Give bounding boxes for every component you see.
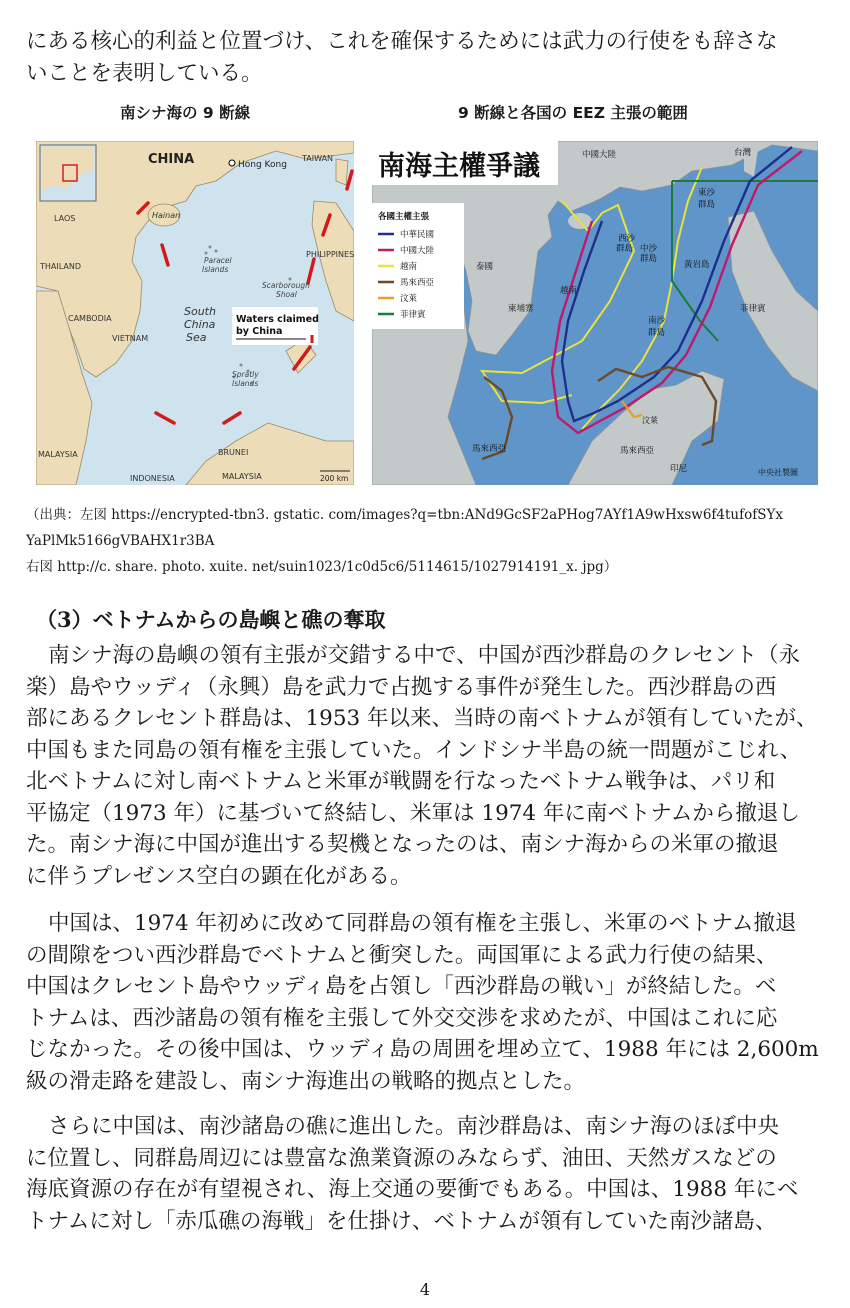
text-line: 海底資源の存在が有望視され、海上交通の要衝でもある。中国は、1988 年にベ <box>26 1177 799 1202</box>
map-scale: 200 km <box>320 474 349 483</box>
right-label-nansha2: 群島 <box>648 328 666 338</box>
right-label-malaysia-left: 馬來西亞 <box>472 444 507 454</box>
right-map-title: 南海主權爭議 <box>378 151 540 182</box>
paragraph-3 <box>26 1111 826 1237</box>
source-line: 右図 http://c. share. photo. xuite. net/suin1023/1c0d5c6/5114615/1027914191_x. jpg） <box>26 559 618 575</box>
text-line: の間隙をつい西沙群島でベトナムと衝突した。両国軍による武力行使の結果、 <box>26 942 778 968</box>
right-label-credit: 中央社製圖 <box>758 468 798 477</box>
right-label-vietnam: 越南 <box>560 286 578 296</box>
map-label-vietnam: VIETNAM <box>112 334 149 343</box>
text-line: 楽）島やウッディ（永興）島を武力で占拠する事件が発生した。西沙群島の西 <box>26 674 777 700</box>
map-label-philippines: PHILIPPINES <box>306 250 354 259</box>
map-label-brunei: BRUNEI <box>218 448 249 457</box>
text-line: に伴うプレゼンス空白の顕在化がある。 <box>26 863 412 889</box>
right-label-zhongsha: 中沙 <box>640 244 658 254</box>
right-label-xisha2: 群島 <box>616 244 634 254</box>
map-label-waters2: by China <box>236 326 283 337</box>
legend-title: 各國主權主張 <box>378 212 430 222</box>
text-line: 級の滑走路を建設し、南シナ海進出の戦略的拠点とした。 <box>26 1068 586 1094</box>
text-line: に位置し、同群島周辺には豊富な漁業資源のみならず、油田、天然ガスなどの <box>26 1145 777 1171</box>
left-map-caption: 南シナ海の 9 断線 <box>120 104 251 122</box>
source-citation <box>26 502 826 580</box>
map-label-laos: LAOS <box>54 214 76 223</box>
legend-label: 越南 <box>400 262 418 272</box>
legend-label: 馬來西亞 <box>400 278 435 288</box>
map-label-taiwan: TAIWAN <box>302 154 334 163</box>
map-label-scarborough: Scarborough <box>262 281 310 290</box>
text-line: 部にあるクレセント群島は、1953 年以来、当時の南ベトナムが領有していたが、 <box>26 706 818 731</box>
text-line: 中国もまた同島の領有権を主張していた。インドシナ半島の統一問題がこじれ、 <box>26 737 802 763</box>
right-label-zhongsha2: 群島 <box>640 254 658 264</box>
text-line: いことを表明している。 <box>26 60 263 86</box>
map-label-sea: Sea <box>186 331 207 344</box>
map-label-hainan: Hainan <box>152 211 181 220</box>
right-label-dongsha2: 群島 <box>698 200 716 210</box>
map-label-cambodia: CAMBODIA <box>68 314 112 323</box>
eez-claims-map <box>372 141 818 485</box>
map-label-spratly: Spratly <box>232 370 259 379</box>
right-label-philippines: 菲律賓 <box>740 304 766 314</box>
text-line: さらに中国は、南沙諸島の礁に進出した。南沙群島は、南シナ海のほぼ中央 <box>48 1114 780 1139</box>
paragraph-2 <box>26 908 826 1097</box>
right-label-malaysia-right: 馬來西亞 <box>620 446 655 456</box>
right-label-taiwan: 台灣 <box>734 148 752 158</box>
map-label-china-sea: China <box>184 318 216 331</box>
intro-paragraph <box>26 26 826 89</box>
paragraph-1 <box>26 640 826 892</box>
legend-label: 中國大陸 <box>400 246 435 256</box>
text-line: にある核心的利益と位置づけ、これを確保するためには武力の行使をも辞さな <box>26 29 778 54</box>
map-label-paracel2: Islands <box>202 265 229 274</box>
text-line: じなかった。その後中国は、ウッディ島の周囲を埋め立て、1988 年には 2,600m <box>26 1037 819 1062</box>
text-line: 平協定（1973 年）に基づいて終結し、米軍は 1974 年に南ベトナムから撤退し <box>26 800 800 826</box>
map-label-paracel: Paracel <box>204 256 232 265</box>
section-heading: （3）ベトナムからの島嶼と礁の奪取 <box>36 607 386 632</box>
text-line: 中国はクレセント島やウッディ島を占領し「西沙群島の戦い」が終結した。ベ <box>26 974 777 999</box>
right-label-cambodia: 柬埔寨 <box>508 304 534 314</box>
right-label-huangyan: 黃岩島 <box>684 260 710 270</box>
map-label-south: South <box>184 305 216 318</box>
map-label-thailand: THAILAND <box>40 262 81 271</box>
text-line: トナムは、西沙諸島の領有権を主張して外交交渉を求めたが、中国はこれに応 <box>26 1005 778 1031</box>
map-label-hongkong: Hong Kong <box>238 160 287 170</box>
right-label-indonesia: 印尼 <box>670 464 688 474</box>
right-map-caption: 9 断線と各国の EEZ 主張の範囲 <box>458 104 688 122</box>
text-line: た。南シナ海に中国が進出する契機となったのは、南シナ海からの米軍の撤退 <box>26 832 779 857</box>
right-label-xisha: 西沙 <box>618 234 636 244</box>
right-label-dongsha: 東沙 <box>698 188 716 198</box>
source-line: YaPlMk5166gVBAHX1r3BA <box>26 533 215 549</box>
map-label-spratly2: Islands <box>232 379 259 388</box>
map-label-indonesia: INDONESIA <box>130 474 175 483</box>
map-label-shoal: Shoal <box>276 290 297 299</box>
legend-label: 菲律賓 <box>400 310 426 320</box>
text-line: 中国は、1974 年初めに改めて同群島の領有権を主張し、米軍のベトナム撤退 <box>48 911 797 936</box>
text-line: トナムに対し「赤瓜礁の海戦」を仕掛け、ベトナムが領有していた南沙諸島、 <box>26 1208 777 1234</box>
right-label-mainland: 中國大陸 <box>582 150 617 160</box>
map-label-malaysia-right: MALAYSIA <box>222 472 262 481</box>
source-line: （出典：左図 https://encrypted-tbn3. gstatic. com/images?q=tbn:ANd9GcSF2aPHog7AYf1A9wHxsw6f4tufofSYx <box>26 507 784 523</box>
right-label-thai: 泰國 <box>476 262 494 272</box>
right-label-brunei: 汶萊 <box>642 416 658 425</box>
map-label-waters1: Waters claimed <box>236 314 319 325</box>
text-line: 北ベトナムに対し南ベトナムと米軍が戦闘を行なったベトナム戦争は、パリ和 <box>26 769 776 794</box>
legend-label: 中華民國 <box>400 230 435 240</box>
page-number: 4 <box>419 1280 431 1299</box>
nine-dash-line-map <box>36 141 354 485</box>
text-line: 南シナ海の島嶼の領有主張が交錯する中で、中国が西沙群島のクレセント（永 <box>48 643 801 668</box>
map-label-malaysia-left: MALAYSIA <box>38 450 78 459</box>
map-label-china: CHINA <box>148 152 195 167</box>
right-label-nansha: 南沙 <box>648 316 666 326</box>
legend-label: 汶萊 <box>400 294 418 304</box>
